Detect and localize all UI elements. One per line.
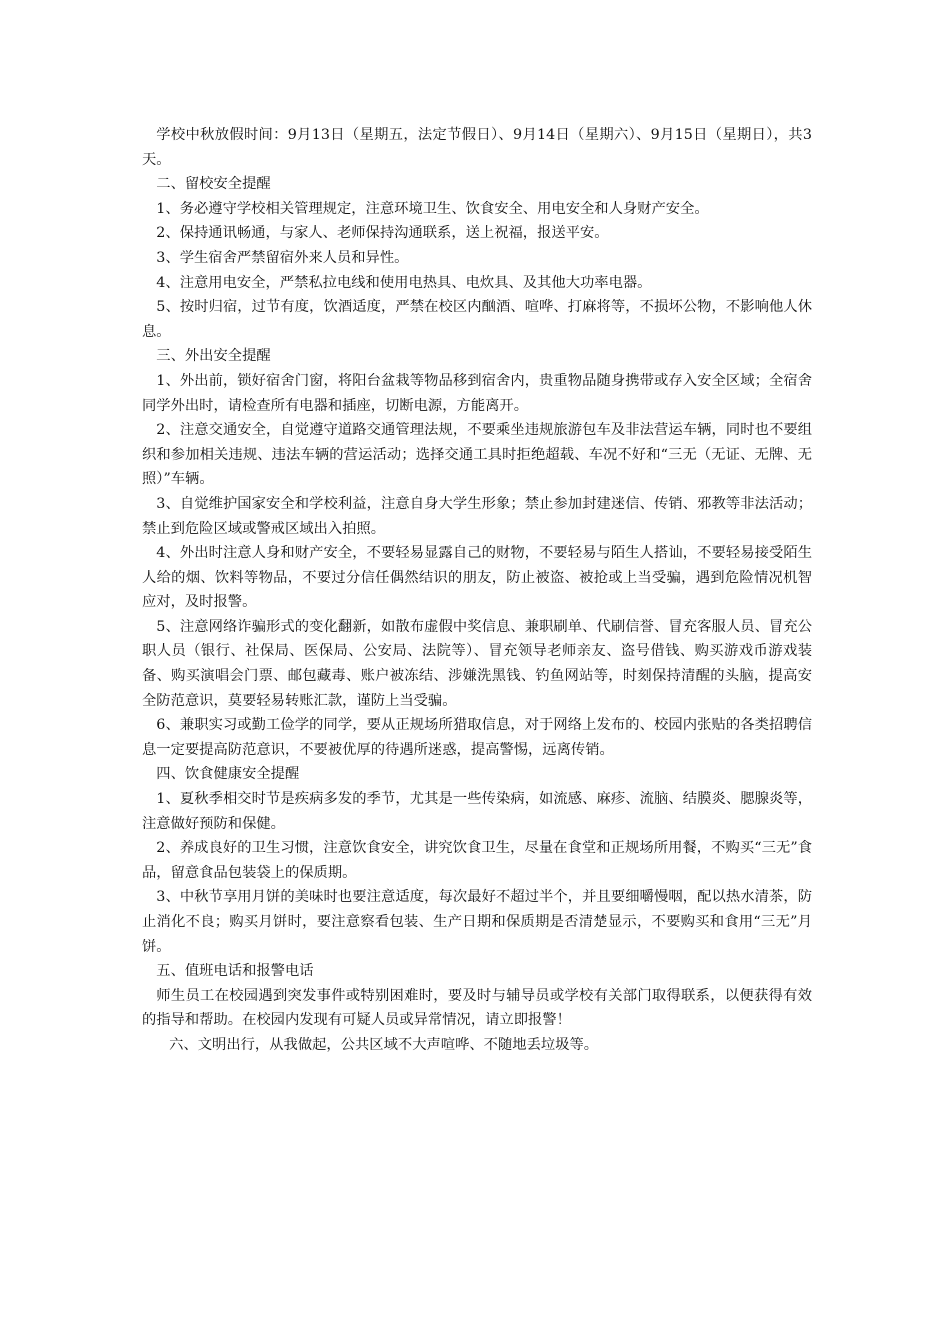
section-heading-duty-phone: 五、值班电话和报警电话 <box>156 963 314 980</box>
outing-item-1: 1、外出前，锁好宿舍门窗，将阳台盆栽等物品移到宿舍内，贵重物品随身携带或存入安全区域；全宿舍同学外出时，请检查所有电器和插座，切断电源，方能离开。 <box>142 372 812 414</box>
document-body <box>142 123 812 1058</box>
stay-item-2: 2、保持通讯畅通，与家人、老师保持沟通联系，送上祝福，报送平安。 <box>156 225 609 242</box>
duty-phone-paragraph: 师生员工在校园遇到突发事件或特别困难时，要及时与辅导员或学校有关部门取得联系，以便获得有效的指导和帮助。在校园内发现有可疑人员或异常情况，请立即报警！ <box>142 987 812 1029</box>
food-item-2: 2、养成良好的卫生习惯，注意饮食安全，讲究饮食卫生，尽量在食堂和正规场所用餐，不购买“三无”食品，留意食品包装袋上的保质期。 <box>142 840 812 881</box>
outing-item-6: 6、兼职实习或勤工俭学的同学，要从正规场所猎取信息，对于网络上发布的、校园内张贴的各类招聘信息一定要提高防范意识，不要被优厚的待遇所迷惑，提高警惕，远离传销。 <box>142 717 812 758</box>
food-item-1: 1、夏秋季相交时节是疾病多发的季节，尤其是一些传染病，如流感、麻疹、流脑、结膜炎、腮腺炎等，注意做好预防和保健。 <box>142 791 812 832</box>
outing-item-5: 5、注意网络诈骗形式的变化翻新，如散布虚假中奖信息、兼职刷单、代刷信誉、冒充客服人员、冒充公职人员（银行、社保局、医保局、公安局、法院等）、冒充领导老师亲友、盗号借钱、购买游戏币游戏装备、购买演唱会门票、邮包藏毒、账户被冻结、涉嫌洗黑钱、钓鱼网站等，时刻保持清醒的头脑，提高安全防范意识，莫要轻易转账汇款，谨防上当受骗。 <box>142 618 812 709</box>
holiday-schedule-paragraph: 学校中秋放假时间：9月13日（星期五，法定节假日）、9月14日（星期六）、9月15日（星期日），共3天。 <box>142 127 812 168</box>
stay-item-1: 1、务必遵守学校相关管理规定，注意环境卫生、饮食安全、用电安全和人身财产安全。 <box>156 200 709 217</box>
food-item-3: 3、中秋节享用月饼的美味时也要注意适度，每次最好不超过半个，并且要细嚼慢咽，配以热水清茶，防止消化不良；购买月饼时，要注意察看包装、生产日期和保质期是否清楚显示，不要购买和食用“三无”月饼。 <box>142 889 812 955</box>
stay-item-3: 3、学生宿舍严禁留宿外来人员和异性。 <box>156 249 409 266</box>
outing-item-3: 3、自觉维护国家安全和学校利益，注意自身大学生形象；禁止参加封建迷信、传销、邪教等非法活动；禁止到危险区域或警戒区域出入拍照。 <box>142 495 812 537</box>
section-heading-food-health: 四、饮食健康安全提醒 <box>156 766 300 783</box>
stay-item-5: 5、按时归宿，过节有度，饮酒适度，严禁在校区内酗酒、喧哗、打麻将等，不损坏公物，不影响他人休息。 <box>142 299 812 340</box>
section-heading-outing-safety: 三、外出安全提醒 <box>156 348 271 365</box>
section-heading-stay-safety: 二、留校安全提醒 <box>156 176 271 193</box>
outing-item-4: 4、外出时注意人身和财产安全，不要轻易显露自己的财物，不要轻易与陌生人搭讪，不要轻易接受陌生人给的烟、饮料等物品，不要过分信任偶然结识的朋友，防止被盗、被抢或上当受骗，遇到危险情况机智应对，及时报警。 <box>142 545 812 611</box>
outing-item-2: 2、注意交通安全，自觉遵守道路交通管理法规，不要乘坐违规旅游包车及非法营运车辆，同时也不要组织和参加相关违规、违法车辆的营运活动；选择交通工具时拒绝超载、车况不好和“三无（无证、无牌、无照）”车辆。 <box>142 422 812 488</box>
civilized-travel-paragraph: 六、文明出行，从我做起，公共区域不大声喧哗、不随地丢垃圾等。 <box>169 1036 599 1053</box>
stay-item-4: 4、注意用电安全，严禁私拉电线和使用电热具、电炊具、及其他大功率电器。 <box>156 274 652 291</box>
